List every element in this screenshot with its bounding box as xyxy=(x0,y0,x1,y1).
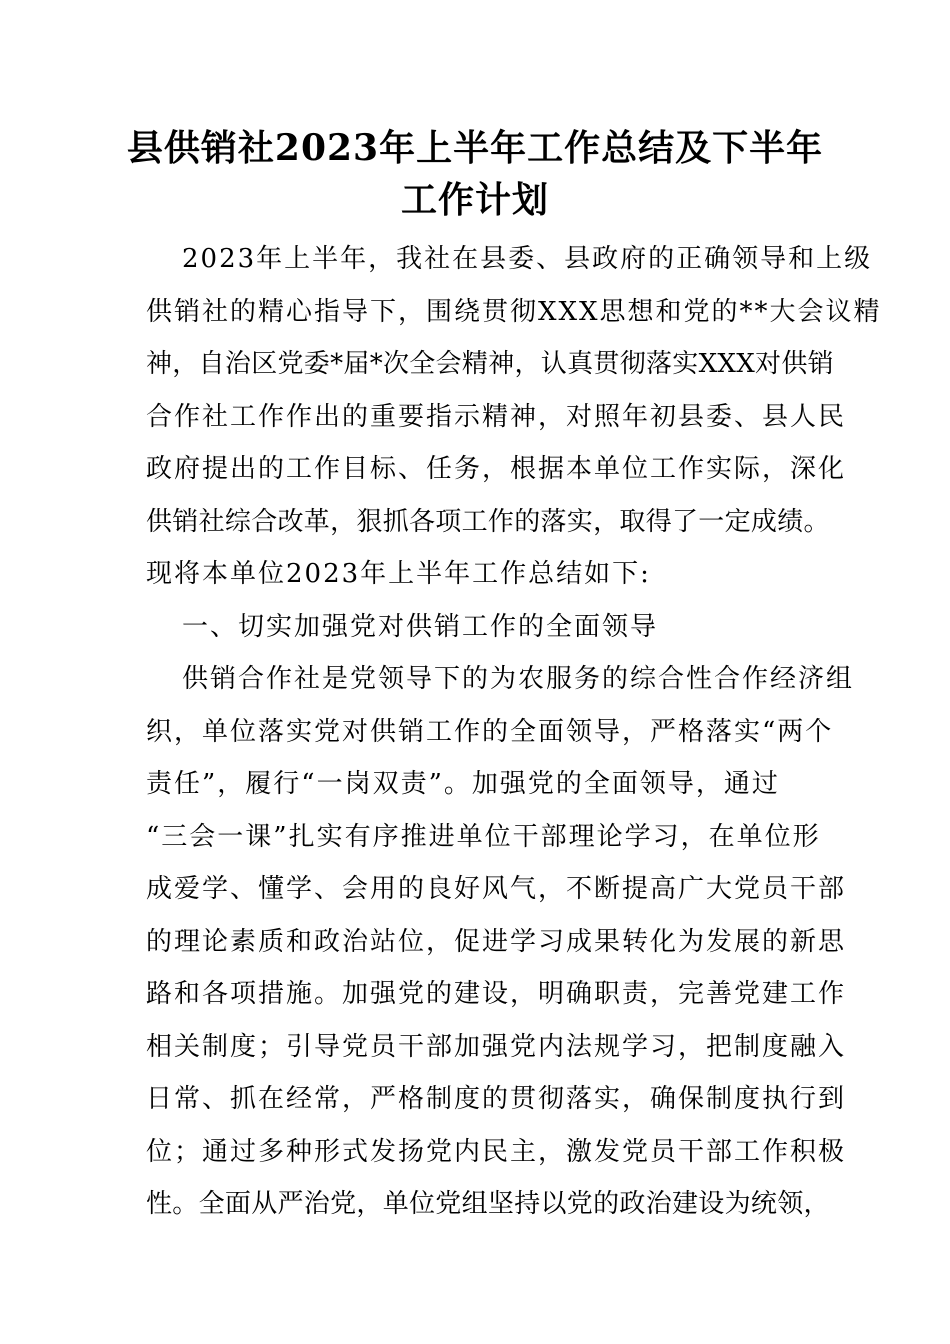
paragraph-line: 性。全面从严治党，单位党组坚持以党的政治建设为统领， xyxy=(146,1189,830,1219)
paragraph-line: 供销合作社是党领导下的为农服务的综合性合作经济组 xyxy=(182,664,855,694)
title-line-1: 县供销社2023年上半年工作总结及下半年 xyxy=(126,127,824,169)
paragraph-line: “三会一课”扎实有序推进单位干部理论学习，在单位形 xyxy=(146,821,821,852)
document-title xyxy=(0,122,950,226)
paragraph-line: 供销社综合改革，狠抓各项工作的落实，取得了一定成绩。 xyxy=(146,506,830,537)
paragraph-line: 位；通过多种形式发扬党内民主，激发党员干部工作积极 xyxy=(146,1136,847,1167)
paragraph-line: 供销社的精心指导下，围绕贯彻XXX思想和党的**大会议精 xyxy=(146,296,882,327)
paragraph-line: 现将本单位2023年上半年工作总结如下: xyxy=(146,559,651,589)
paragraph-line: 成爱学、懂学、会用的良好风气，不断提高广大党员干部 xyxy=(146,874,847,904)
paragraph-line: 合作社工作作出的重要指示精神，对照年初县委、县人民 xyxy=(146,401,847,432)
paragraph-line: 路和各项措施。加强党的建设，明确职责，完善党建工作 xyxy=(146,979,847,1009)
paragraph-line: 日常、抓在经常，严格制度的贯彻落实，确保制度执行到 xyxy=(146,1084,847,1114)
title-line-2: 工作计划 xyxy=(400,179,549,221)
paragraph-line: 政府提出的工作目标、任务，根据本单位工作实际，深化 xyxy=(146,454,847,484)
section-heading: 一、切实加强党对供销工作的全面领导 xyxy=(182,611,659,642)
document-body xyxy=(146,233,882,1231)
paragraph-line: 织，单位落实党对供销工作的全面领导，严格落实“两个 xyxy=(146,716,834,747)
paragraph-line: 的理论素质和政治站位，促进学习成果转化为发展的新思 xyxy=(146,926,847,957)
paragraph-line: 神，自治区党委*届*次全会精神，认真贯彻落实XXX对供销 xyxy=(146,349,834,379)
paragraph-line: 责任”，履行“一岗双责”。加强党的全面领导，通过 xyxy=(146,769,780,799)
paragraph-line: 2023年上半年，我社在县委、县政府的正确领导和上级 xyxy=(182,244,873,274)
paragraph-line: 相关制度；引导党员干部加强党内法规学习，把制度融入 xyxy=(146,1031,847,1062)
